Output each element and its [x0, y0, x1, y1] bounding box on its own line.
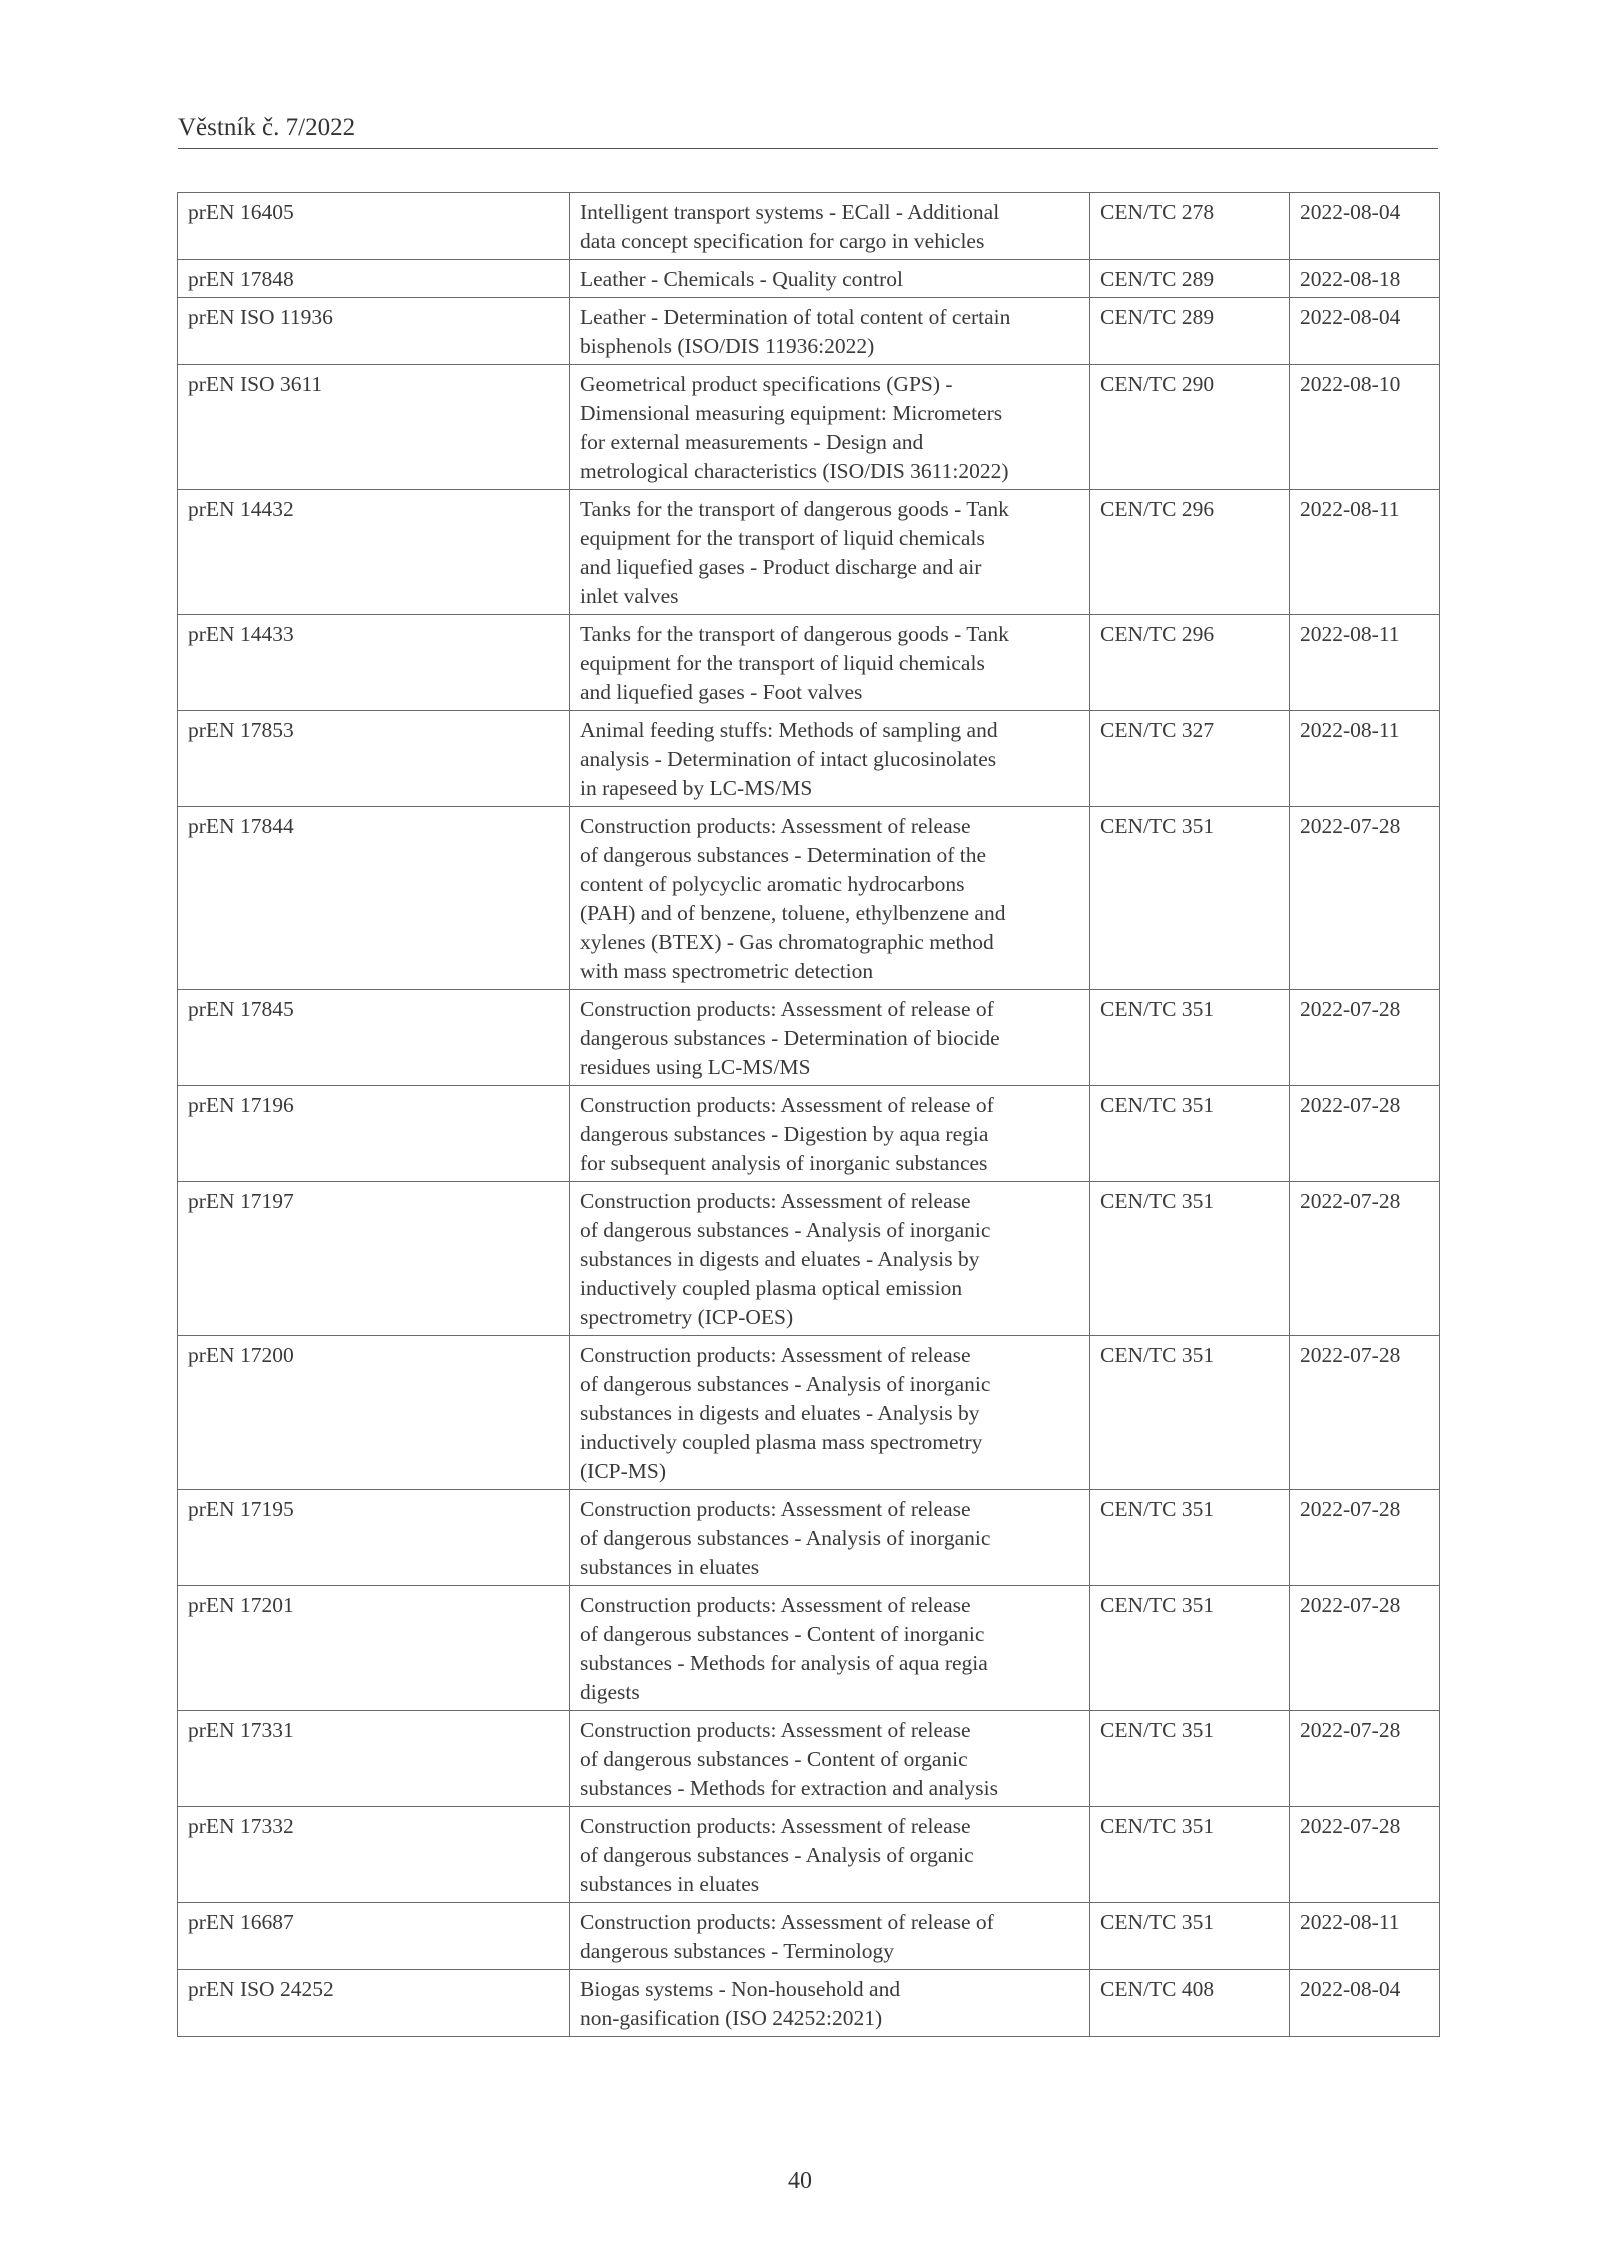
technical-committee-cell: CEN/TC 408: [1090, 1970, 1290, 2037]
standard-title-line: of dangerous substances - Analysis of inorganic: [580, 1218, 991, 1242]
standards-table-body: [178, 193, 1440, 2037]
page-header: Věstník č. 7/2022: [178, 112, 1438, 149]
standard-title-line: and liquefied gases - Foot valves: [580, 680, 863, 704]
standard-code-cell: prEN 16405: [178, 193, 570, 260]
standard-title-line: of dangerous substances - Determination of the: [580, 843, 986, 867]
standard-title-cell: [570, 365, 1090, 490]
standard-title-line: of dangerous substances - Analysis of inorganic: [580, 1372, 991, 1396]
table-row: [178, 711, 1440, 807]
standard-title-cell: [570, 1182, 1090, 1336]
standard-code-cell: prEN 17196: [178, 1086, 570, 1182]
standard-title-line: inductively coupled plasma optical emission: [580, 1276, 963, 1300]
standard-title-line: substances in eluates: [580, 1872, 760, 1896]
standard-title-cell: [570, 1807, 1090, 1903]
deadline-date-cell: 2022-08-04: [1290, 298, 1440, 365]
table-row: [178, 1336, 1440, 1490]
standard-title-line: substances - Methods for extraction and analysis: [580, 1776, 998, 1800]
standard-title-line: Biogas systems - Non-household and: [580, 1977, 901, 2001]
standard-code-cell: prEN 17200: [178, 1336, 570, 1490]
standard-title-line: of dangerous substances - Content of inorganic: [580, 1622, 985, 1646]
standard-title-line: Construction products: Assessment of release: [580, 1497, 971, 1521]
standard-title-line: metrological characteristics (ISO/DIS 3611:2022): [580, 459, 1009, 483]
standard-title-line: analysis - Determination of intact glucosinolates: [580, 747, 997, 771]
table-row: [178, 365, 1440, 490]
deadline-date-cell: 2022-07-28: [1290, 1490, 1440, 1586]
standard-title-cell: [570, 1336, 1090, 1490]
technical-committee-cell: CEN/TC 351: [1090, 1903, 1290, 1970]
standard-title-line: of dangerous substances - Analysis of organic: [580, 1843, 974, 1867]
standard-title-line: for subsequent analysis of inorganic substances: [580, 1151, 988, 1175]
standard-code-cell: prEN 17853: [178, 711, 570, 807]
technical-committee-cell: CEN/TC 351: [1090, 1711, 1290, 1807]
table-row: [178, 990, 1440, 1086]
standard-title-line: content of polycyclic aromatic hydrocarbons: [580, 872, 965, 896]
standard-title-line: Construction products: Assessment of release of: [580, 997, 994, 1021]
standard-title-line: equipment for the transport of liquid chemicals: [580, 526, 985, 550]
deadline-date-cell: 2022-07-28: [1290, 807, 1440, 990]
deadline-date-cell: 2022-07-28: [1290, 1336, 1440, 1490]
standard-title-line: equipment for the transport of liquid chemicals: [580, 651, 985, 675]
table-row: [178, 1586, 1440, 1711]
standard-code-cell: prEN 17331: [178, 1711, 570, 1807]
deadline-date-cell: 2022-08-18: [1290, 260, 1440, 298]
standard-title-line: substances in eluates: [580, 1555, 760, 1579]
standard-title-line: Construction products: Assessment of release: [580, 1718, 971, 1742]
table-row: [178, 298, 1440, 365]
standard-title-line: of dangerous substances - Content of organic: [580, 1747, 968, 1771]
table-row: [178, 1903, 1440, 1970]
standard-code-cell: prEN 17201: [178, 1586, 570, 1711]
deadline-date-cell: 2022-08-11: [1290, 615, 1440, 711]
standard-title-cell: [570, 1490, 1090, 1586]
technical-committee-cell: CEN/TC 351: [1090, 1490, 1290, 1586]
standard-code-cell: prEN 17848: [178, 260, 570, 298]
standard-title-line: (ICP-MS): [580, 1459, 667, 1483]
table-row: [178, 1711, 1440, 1807]
page-number: 40: [788, 2168, 812, 2194]
standard-title-cell: [570, 807, 1090, 990]
standard-title-cell: [570, 298, 1090, 365]
standard-title-line: Geometrical product specifications (GPS) -: [580, 372, 953, 396]
technical-committee-cell: CEN/TC 351: [1090, 1336, 1290, 1490]
standard-code-cell: prEN 17197: [178, 1182, 570, 1336]
technical-committee-cell: CEN/TC 296: [1090, 615, 1290, 711]
standard-title-line: Construction products: Assessment of release: [580, 1593, 971, 1617]
standard-title-cell: [570, 1086, 1090, 1182]
standard-title-cell: [570, 1711, 1090, 1807]
standard-title-cell: [570, 1903, 1090, 1970]
deadline-date-cell: 2022-08-11: [1290, 490, 1440, 615]
table-row: [178, 193, 1440, 260]
technical-committee-cell: CEN/TC 351: [1090, 1807, 1290, 1903]
standard-title-line: dangerous substances - Terminology: [580, 1939, 894, 1963]
standard-title-line: for external measurements - Design and: [580, 430, 924, 454]
standard-code-cell: prEN 16687: [178, 1903, 570, 1970]
deadline-date-cell: 2022-08-11: [1290, 711, 1440, 807]
deadline-date-cell: 2022-07-28: [1290, 1586, 1440, 1711]
standard-title-line: Construction products: Assessment of release of: [580, 1910, 994, 1934]
standard-title-cell: [570, 260, 1090, 298]
table-row: [178, 1807, 1440, 1903]
standard-title-line: Intelligent transport systems - ECall - Additional: [580, 200, 1000, 224]
deadline-date-cell: 2022-08-11: [1290, 1903, 1440, 1970]
table-row: [178, 1086, 1440, 1182]
standard-title-line: (PAH) and of benzene, toluene, ethylbenzene and: [580, 901, 1006, 925]
standard-title-cell: [570, 990, 1090, 1086]
standard-title-line: Dimensional measuring equipment: Micrometers: [580, 401, 1003, 425]
standard-title-line: non-gasification (ISO 24252:2021): [580, 2006, 883, 2030]
standard-title-cell: [570, 193, 1090, 260]
table-row: [178, 1182, 1440, 1336]
standard-title-line: Construction products: Assessment of release: [580, 1814, 971, 1838]
standard-title-line: data concept specification for cargo in vehicles: [580, 229, 985, 253]
technical-committee-cell: CEN/TC 351: [1090, 990, 1290, 1086]
standard-title-line: in rapeseed by LC-MS/MS: [580, 776, 813, 800]
deadline-date-cell: 2022-07-28: [1290, 1182, 1440, 1336]
standard-code-cell: prEN ISO 3611: [178, 365, 570, 490]
standard-title-line: xylenes (BTEX) - Gas chromatographic method: [580, 930, 994, 954]
standard-title-line: residues using LC-MS/MS: [580, 1055, 811, 1079]
standards-table: [177, 192, 1440, 2037]
table-row: [178, 490, 1440, 615]
standard-code-cell: prEN 14432: [178, 490, 570, 615]
technical-committee-cell: CEN/TC 351: [1090, 807, 1290, 990]
standard-code-cell: prEN 17844: [178, 807, 570, 990]
deadline-date-cell: 2022-08-10: [1290, 365, 1440, 490]
standard-title-line: Construction products: Assessment of release of: [580, 1093, 994, 1117]
technical-committee-cell: CEN/TC 296: [1090, 490, 1290, 615]
standard-title-line: inductively coupled plasma mass spectrometry: [580, 1430, 983, 1454]
deadline-date-cell: 2022-08-04: [1290, 193, 1440, 260]
standard-title-line: inlet valves: [580, 584, 679, 608]
standard-title-line: Tanks for the transport of dangerous goods - Tank: [580, 497, 1009, 521]
technical-committee-cell: CEN/TC 327: [1090, 711, 1290, 807]
deadline-date-cell: 2022-07-28: [1290, 1807, 1440, 1903]
technical-committee-cell: CEN/TC 351: [1090, 1086, 1290, 1182]
standard-code-cell: prEN 17195: [178, 1490, 570, 1586]
deadline-date-cell: 2022-07-28: [1290, 1086, 1440, 1182]
standard-title-line: Construction products: Assessment of release: [580, 814, 971, 838]
table-row: [178, 1970, 1440, 2037]
standard-title-line: substances in digests and eluates - Analysis by: [580, 1401, 980, 1425]
standard-title-line: Tanks for the transport of dangerous goods - Tank: [580, 622, 1009, 646]
standard-title-cell: [570, 615, 1090, 711]
technical-committee-cell: CEN/TC 289: [1090, 260, 1290, 298]
standard-code-cell: prEN ISO 11936: [178, 298, 570, 365]
standard-title-cell: [570, 1586, 1090, 1711]
standard-code-cell: prEN 17332: [178, 1807, 570, 1903]
deadline-date-cell: 2022-08-04: [1290, 1970, 1440, 2037]
standard-title-line: of dangerous substances - Analysis of inorganic: [580, 1526, 991, 1550]
standard-title-cell: [570, 711, 1090, 807]
standard-code-cell: prEN 17845: [178, 990, 570, 1086]
technical-committee-cell: CEN/TC 351: [1090, 1586, 1290, 1711]
standard-title-line: Animal feeding stuffs: Methods of sampling and: [580, 718, 998, 742]
standard-title-line: Leather - Chemicals - Quality control: [580, 267, 903, 291]
standard-title-line: digests: [580, 1680, 640, 1704]
standard-title-line: dangerous substances - Determination of biocide: [580, 1026, 1000, 1050]
standard-title-cell: [570, 490, 1090, 615]
standard-title-cell: [570, 1970, 1090, 2037]
technical-committee-cell: CEN/TC 290: [1090, 365, 1290, 490]
standard-title-line: Leather - Determination of total content of certain: [580, 305, 1011, 329]
standard-title-line: bisphenols (ISO/DIS 11936:2022): [580, 334, 875, 358]
table-row: [178, 1490, 1440, 1586]
table-row: [178, 615, 1440, 711]
standard-title-line: Construction products: Assessment of release: [580, 1189, 971, 1213]
standard-code-cell: prEN ISO 24252: [178, 1970, 570, 2037]
standard-title-line: Construction products: Assessment of release: [580, 1343, 971, 1367]
technical-committee-cell: CEN/TC 289: [1090, 298, 1290, 365]
standard-title-line: substances - Methods for analysis of aqua regia: [580, 1651, 988, 1675]
technical-committee-cell: CEN/TC 351: [1090, 1182, 1290, 1336]
deadline-date-cell: 2022-07-28: [1290, 990, 1440, 1086]
standard-title-line: substances in digests and eluates - Analysis by: [580, 1247, 980, 1271]
standard-code-cell: prEN 14433: [178, 615, 570, 711]
standard-title-line: and liquefied gases - Product discharge and air: [580, 555, 982, 579]
standard-title-line: with mass spectrometric detection: [580, 959, 874, 983]
table-row: [178, 807, 1440, 990]
deadline-date-cell: 2022-07-28: [1290, 1711, 1440, 1807]
table-row: [178, 260, 1440, 298]
standard-title-line: dangerous substances - Digestion by aqua regia: [580, 1122, 989, 1146]
technical-committee-cell: CEN/TC 278: [1090, 193, 1290, 260]
standard-title-line: spectrometry (ICP-OES): [580, 1305, 794, 1329]
